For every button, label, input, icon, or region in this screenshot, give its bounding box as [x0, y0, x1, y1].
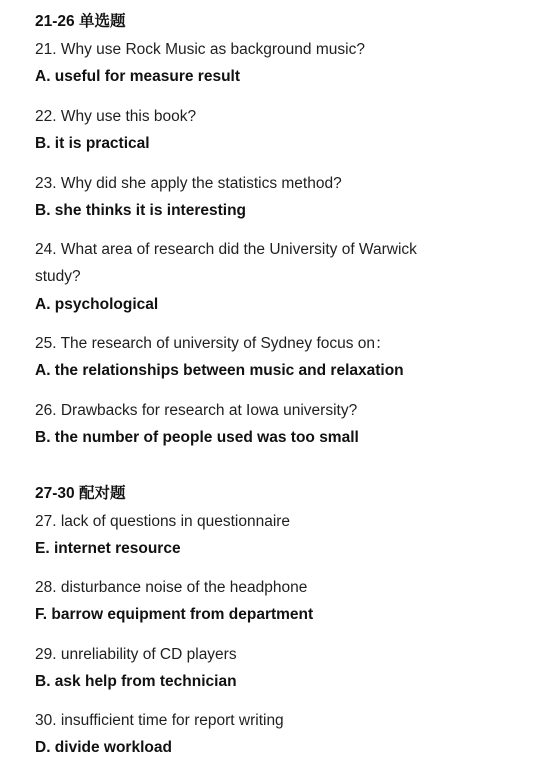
question-27: 27. lack of questions in questionnaire	[35, 513, 291, 530]
answer-25: A. the relationships between music and relaxation	[35, 362, 404, 379]
answer-21: A. useful for measure result	[35, 68, 241, 85]
question-24-line-2: study?	[35, 268, 81, 285]
answer-28: F. barrow equipment from department	[35, 606, 314, 623]
answer-26: B. the number of people used was too small	[35, 429, 359, 446]
section-heading-matching: 27-30 配对题	[35, 485, 126, 502]
answer-22: B. it is practical	[35, 135, 150, 152]
question-30: 30. insufficient time for report writing	[35, 712, 284, 729]
question-21: 21. Why use Rock Music as background music?	[35, 41, 365, 58]
question-23: 23. Why did she apply the statistics method?	[35, 175, 342, 192]
question-24-line-1: 24. What area of research did the University of Warwick	[35, 241, 417, 258]
question-29: 29. unreliability of CD players	[35, 646, 237, 663]
question-22: 22. Why use this book?	[35, 108, 197, 125]
answer-23: B. she thinks it is interesting	[35, 202, 247, 219]
answer-24: A. psychological	[35, 296, 159, 313]
question-25: 25. The research of university of Sydney focus on：	[35, 335, 391, 352]
section-heading-single-choice: 21-26 单选题	[35, 13, 126, 30]
answer-30: D. divide workload	[35, 739, 172, 756]
answer-27: E. internet resource	[35, 540, 181, 557]
question-26: 26. Drawbacks for research at Iowa university?	[35, 402, 358, 419]
answer-29: B. ask help from technician	[35, 673, 237, 690]
question-28: 28. disturbance noise of the headphone	[35, 579, 308, 596]
